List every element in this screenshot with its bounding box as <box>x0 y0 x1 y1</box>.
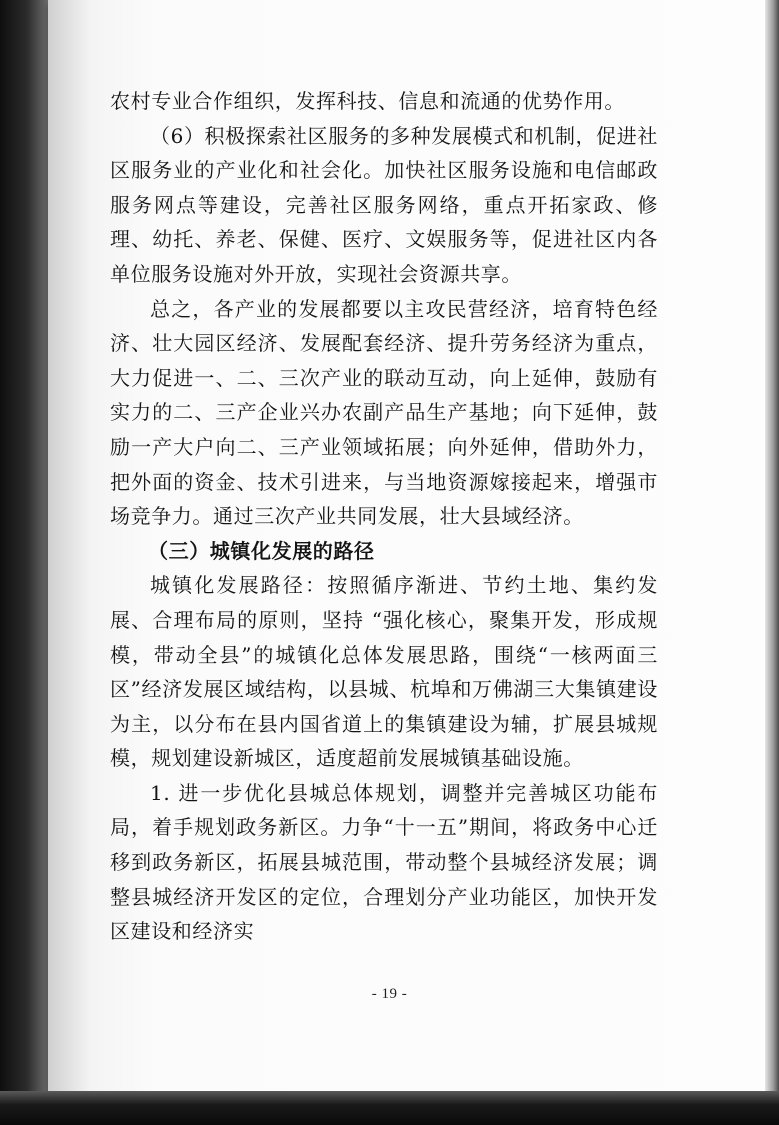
page-right-edge <box>765 0 779 1125</box>
paragraph-industry-summary: 总之，各产业的发展都要以主攻民营经济，培育特色经济、壮大园区经济、发展配套经济、提升劳务经济为重点，大力促进一、二、三次产业的联动互动，向上延伸，鼓励有实力的二、三产企业兴办农副产品生产基地；向下延伸，鼓励一产大户向二、三产业领域拓展；向外延伸，借助外力，把外面的资金、技术引进来，与当地资源嫁接起来，增强市场竞争力。通过三次产业共同发展，壮大县域经济。 <box>110 296 658 529</box>
section-heading: （三）城镇化发展的路径 <box>148 538 375 563</box>
document-body <box>110 84 658 949</box>
paragraph-continuation: 农村专业合作组织，发挥科技、信息和流通的优势作用。 <box>110 89 625 113</box>
paragraph-urbanization-path: 城镇化发展路径：按照循序渐进、节约土地、集约发展、合理布局的原则，坚持 “强化核心，聚集开发，形成规模，带动全县”的城镇化总体发展思路，围绕“一核两面三区”经济发展区域结构，以县城、杭埠和万佛湖三大集镇建设为主，以分布在县内国省道上的集镇建设为辅，扩展县城规模，规划建设新城区，适度超前发展城镇基础设施。 <box>110 573 658 771</box>
paragraph-county-planning: 1. 进一步优化县城总体规划，调整并完善城区功能布局，着手规划政务新区。力争“十一五”期间，将政务中心迁移到政务新区，拓展县城范围，带动整个县城经济发展；调整县城经济开发区的定位，合理划分产业功能区，加快开发区建设和经济实 <box>110 780 658 944</box>
paragraph-community-services: （6）积极探索社区服务的多种发展模式和机制，促进社区服务业的产业化和社会化。加快社区服务设施和电信邮政服务网点等建设，完善社区服务网络，重点开拓家政、修理、幼托、养老、保健、医疗、文娱服务等，促进社区内各单位服务设施对外开放，实现社会资源共享。 <box>110 123 658 286</box>
page-number: - 19 - <box>371 986 408 1002</box>
page-bottom-edge <box>0 1091 779 1125</box>
